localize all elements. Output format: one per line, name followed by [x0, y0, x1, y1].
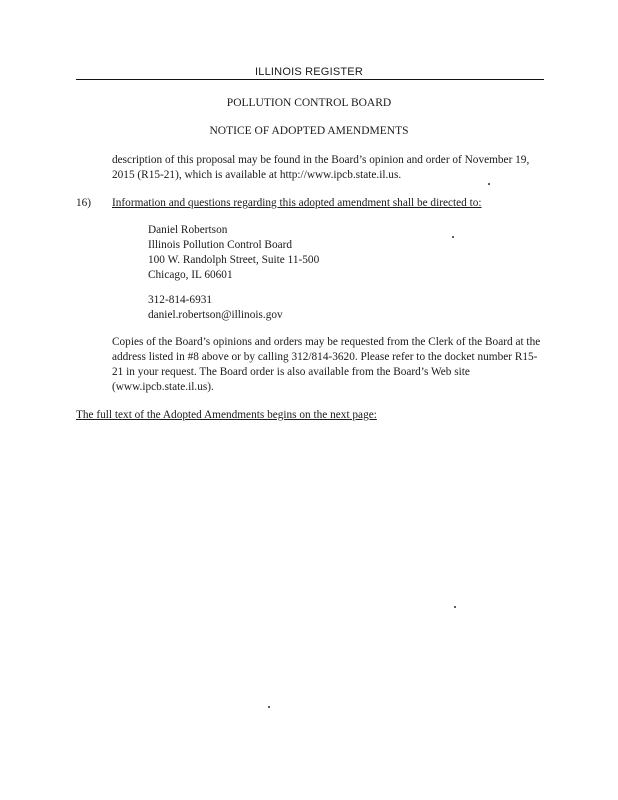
item-number: 16) — [76, 197, 92, 209]
item-heading: Information and questions regarding this adopted amendment shall be directed to: — [112, 197, 482, 209]
register-title: ILLINOIS REGISTER — [255, 66, 363, 78]
contact-organization: Illinois Pollution Control Board — [148, 239, 293, 251]
contact-address — [148, 223, 319, 283]
contact-city: Chicago, IL 60601 — [148, 269, 233, 281]
notice-title: NOTICE OF ADOPTED AMENDMENTS — [209, 125, 409, 137]
header-rule — [76, 79, 544, 80]
full-text-note: The full text of the Adopted Amendments begins on the next page: — [76, 409, 377, 421]
contact-phone: 312-814-6931 — [148, 294, 213, 306]
scan-speck — [452, 236, 454, 238]
scan-speck — [268, 706, 270, 708]
copies-paragraph: Copies of the Board’s opinions and orders may be requested from the Clerk of the Board at the address listed in #8 above or by calling 312/814-3620. Please refer to the docket number R15-21 in your request. The Board order is also available from the Board’s Web site (www.ipcb.state.il.us). — [112, 336, 541, 393]
contact-name: Daniel Robertson — [148, 224, 228, 236]
contact-details — [148, 293, 283, 323]
agency-title: POLLUTION CONTROL BOARD — [226, 97, 392, 109]
contact-street: 100 W. Randolph Street, Suite 11-500 — [148, 254, 320, 266]
intro-paragraph: description of this proposal may be found in the Board’s opinion and order of November 19, 2015 (R15-21), which is available at http://www.ipcb.state.il.us. — [112, 154, 530, 181]
contact-email: daniel.robertson@illinois.gov — [148, 309, 283, 321]
scan-speck — [454, 606, 456, 608]
scan-speck — [488, 183, 490, 185]
